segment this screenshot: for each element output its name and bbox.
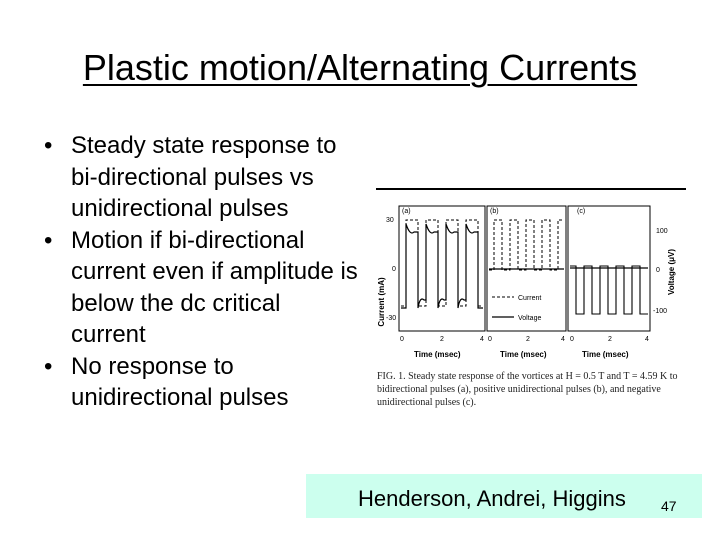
x-axis-label-a: Time (msec) bbox=[414, 350, 461, 359]
x-axis-label-c: Time (msec) bbox=[582, 350, 629, 359]
slide-title-text: Plastic motion/Alternating Currents bbox=[82, 47, 638, 88]
bullet-item: • No response to unidirectional pulses bbox=[38, 351, 358, 414]
y-axis-label-right: Voltage (μV) bbox=[667, 248, 676, 296]
left-tick: 30 bbox=[386, 217, 394, 224]
legend-voltage-label: Voltage bbox=[518, 315, 542, 322]
panel-label-b: (b) bbox=[490, 208, 499, 215]
x-tick-a: 4 bbox=[480, 336, 484, 343]
x-tick-b: 0 bbox=[488, 336, 492, 343]
x-tick-b: 2 bbox=[526, 336, 530, 343]
figure-top-rule bbox=[376, 188, 686, 190]
bullet-item: • Motion if bi-directional current even if amplitude is below the dc critical current bbox=[38, 225, 358, 351]
panel-a-voltage-trace bbox=[401, 224, 483, 308]
x-tick-c: 2 bbox=[608, 336, 612, 343]
slide-title bbox=[0, 46, 720, 90]
panel-c-current-trace bbox=[570, 266, 648, 314]
page-number: 47 bbox=[661, 498, 677, 514]
figure-plots bbox=[370, 196, 690, 366]
right-tick: 100 bbox=[656, 228, 668, 235]
x-axis-label-b: Time (msec) bbox=[500, 350, 547, 359]
right-tick: -100 bbox=[653, 308, 668, 315]
x-tick-b: 4 bbox=[561, 336, 565, 343]
figure-caption: FIG. 1. Steady state response of the vortices at H = 0.5 T and T = 4.59 K to bidirectional pulses (a), positive unidirectional pulses (b), and negative unidirectional pulses (c). bbox=[377, 371, 678, 408]
x-tick-c: 4 bbox=[645, 336, 649, 343]
panel-label-a: (a) bbox=[402, 208, 411, 215]
right-tick: 0 bbox=[656, 267, 660, 274]
bullet-list bbox=[38, 130, 358, 414]
x-tick-c: 0 bbox=[570, 336, 574, 343]
bullet-item: • Steady state response to bi-directional pulses vs unidirectional pulses bbox=[38, 130, 358, 225]
panel-b-current-trace bbox=[489, 220, 564, 270]
panel-label-c: (c) bbox=[577, 208, 586, 215]
footer-authors: Henderson, Andrei, Higgins bbox=[358, 486, 626, 511]
legend-current-label: Current bbox=[518, 295, 542, 302]
x-tick-a: 0 bbox=[400, 336, 404, 343]
left-tick: 0 bbox=[392, 266, 396, 273]
panel-a-frame bbox=[399, 206, 485, 331]
x-tick-a: 2 bbox=[440, 336, 444, 343]
y-axis-label-left: Current (mA) bbox=[377, 277, 386, 327]
left-tick: -30 bbox=[386, 315, 397, 322]
footer-box bbox=[306, 474, 702, 518]
